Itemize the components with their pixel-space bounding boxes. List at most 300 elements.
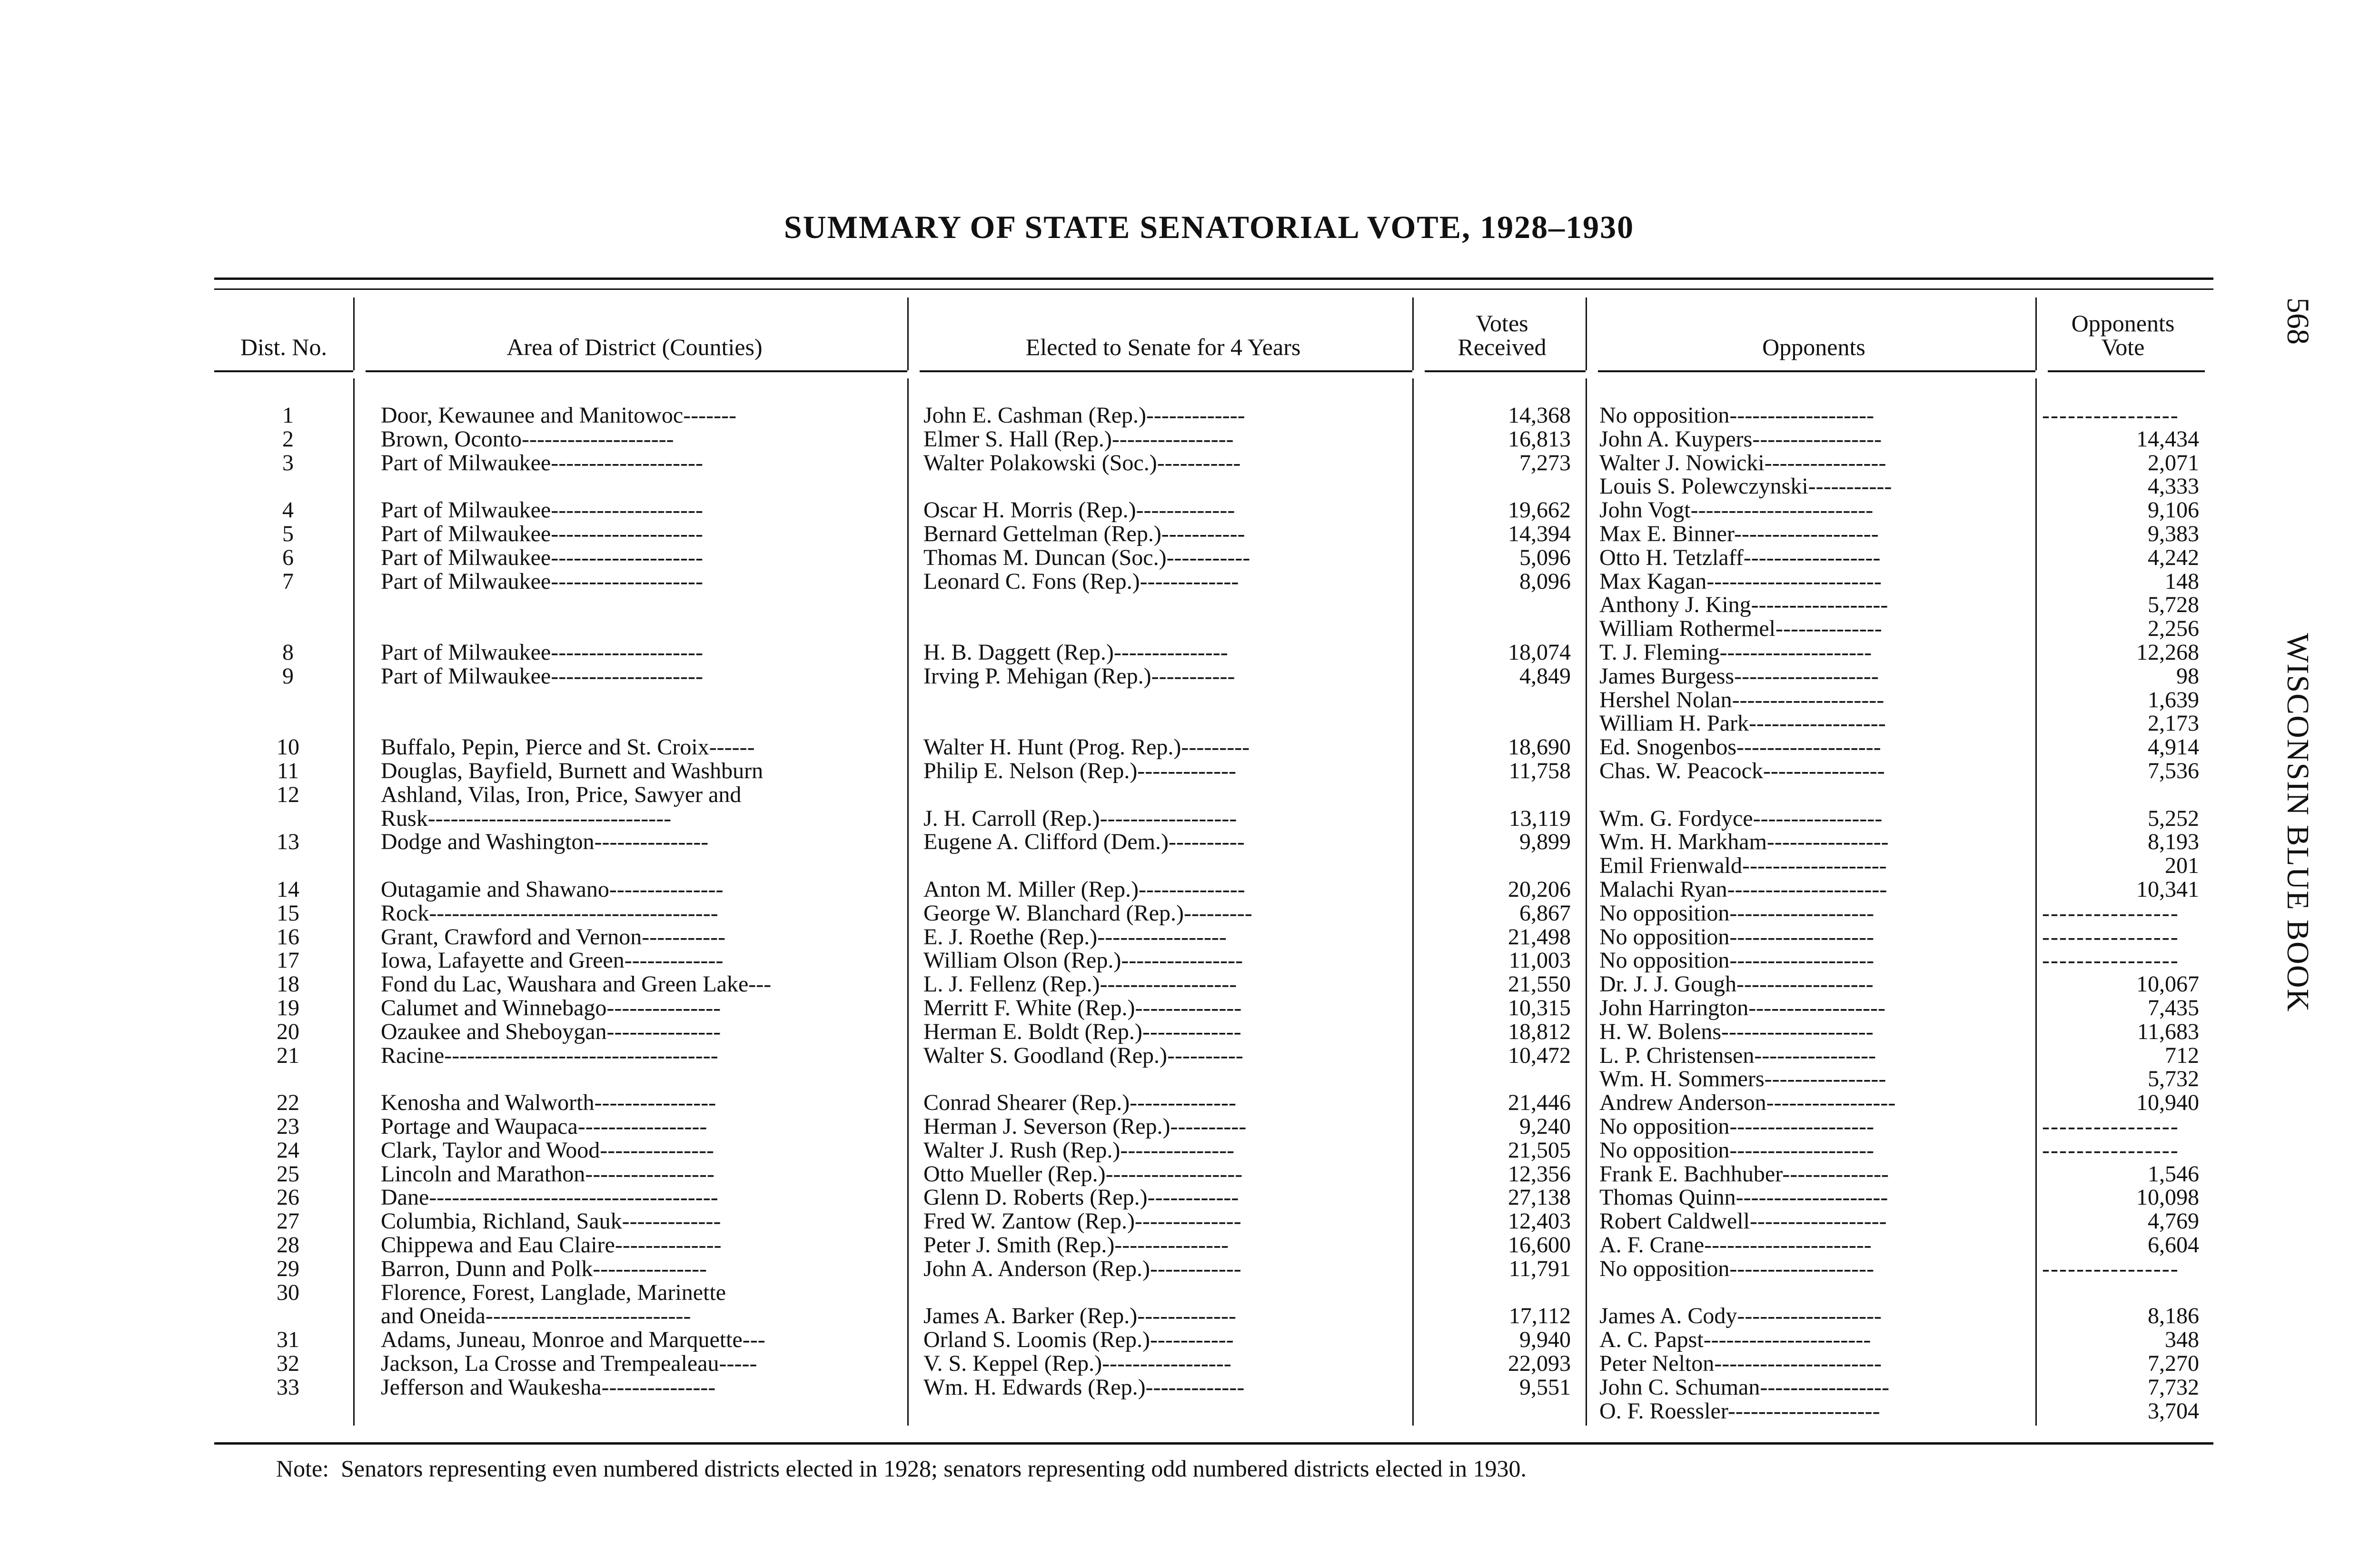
opponent-vote: 98: [2176, 664, 2199, 688]
votes-received: 9,940: [1519, 1328, 1571, 1352]
opponent-vote: 3,704: [2148, 1399, 2199, 1423]
district-number: 25: [277, 1162, 299, 1186]
opponent-name: Robert Caldwell------------------: [1599, 1209, 1887, 1234]
votes-received: 14,394: [1508, 522, 1571, 546]
opponent-name: No opposition-------------------: [1599, 1257, 1874, 1281]
opponent-vote: 6,604: [2148, 1233, 2199, 1257]
votes-received: 21,498: [1508, 925, 1571, 949]
opponent-vote: 7,536: [2148, 759, 2199, 783]
district-number: 5: [282, 522, 294, 546]
header-underline: [366, 370, 907, 372]
elected-senator: George W. Blanchard (Rep.)---------: [923, 901, 1252, 925]
district-area: [381, 688, 904, 712]
votes-received: 4,849: [1519, 664, 1571, 688]
col-rule: [353, 297, 355, 370]
opponent-vote: ----------------: [2042, 949, 2179, 973]
votes-received: 9,240: [1519, 1115, 1571, 1139]
table-bottom-rule: [214, 1442, 2213, 1445]
district-area: Part of Milwaukee--------------------: [381, 451, 703, 475]
votes-received: 9,899: [1519, 830, 1571, 854]
opponent-vote: 5,732: [2148, 1067, 2199, 1091]
opponent-vote: ----------------: [2042, 901, 2179, 925]
votes-received: 16,813: [1508, 427, 1571, 451]
opponent-vote: 1,546: [2148, 1162, 2199, 1186]
district-number: 23: [277, 1115, 299, 1139]
opponent-vote: 8,186: [2148, 1304, 2199, 1328]
table-row: [0, 1376, 2380, 1399]
table-row: [0, 712, 2380, 735]
district-area: Clark, Taylor and Wood---------------: [381, 1138, 714, 1162]
elected-senator: Otto Mueller (Rep.)------------------: [923, 1162, 1243, 1186]
elected-senator: [923, 593, 1409, 617]
district-area: Rock--------------------------------------: [381, 901, 718, 925]
district-area: Part of Milwaukee--------------------: [381, 545, 703, 570]
elected-senator: Herman E. Boldt (Rep.)-------------: [923, 1020, 1241, 1044]
district-number: 18: [277, 972, 299, 997]
district-number: 21: [277, 1043, 299, 1068]
opponent-name: O. F. Roessler--------------------: [1599, 1399, 1880, 1423]
elected-senator: Glenn D. Roberts (Rep.)------------: [923, 1186, 1239, 1210]
header-underline: [1425, 370, 1586, 372]
district-area: Racine------------------------------------: [381, 1043, 718, 1068]
table-row: [0, 688, 2380, 712]
header-opp-vote-line2: Vote: [2101, 334, 2145, 360]
header-opponents: Opponents: [1762, 334, 1865, 360]
district-number: [214, 807, 362, 831]
opponent-name: Dr. J. J. Gough------------------: [1599, 972, 1874, 997]
footnote: [276, 1455, 1527, 1482]
table-row: [0, 546, 2380, 570]
votes-received: 12,403: [1508, 1209, 1571, 1234]
district-number: 12: [277, 783, 299, 807]
votes-received: 18,812: [1508, 1020, 1571, 1044]
elected-senator: [923, 783, 1409, 807]
district-area: Jackson, La Crosse and Trempealeau-----: [381, 1352, 757, 1376]
opponent-vote: ----------------: [2042, 925, 2179, 949]
table-row: [0, 735, 2380, 759]
votes-received: 17,112: [1508, 1304, 1571, 1328]
elected-senator: Peter J. Smith (Rep.)---------------: [923, 1233, 1229, 1257]
elected-senator: J. H. Carroll (Rep.)------------------: [923, 806, 1237, 831]
header-elected: Elected to Senate for 4 Years: [1025, 334, 1301, 360]
table-row: [0, 878, 2380, 902]
opponent-name: James A. Cody-------------------: [1599, 1304, 1882, 1328]
votes-received: 9,551: [1519, 1375, 1571, 1399]
table-row: [0, 1020, 2380, 1044]
table-row: [0, 1399, 2380, 1423]
district-area: [381, 712, 904, 735]
votes-received: [1414, 783, 1571, 807]
district-number: 13: [277, 830, 299, 854]
header-dist-no: Dist. No.: [240, 334, 327, 360]
votes-received: [1414, 712, 1571, 735]
table-row: [0, 570, 2380, 594]
district-number: 32: [277, 1352, 299, 1376]
elected-senator: H. B. Daggett (Rep.)---------------: [923, 641, 1228, 664]
footnote-text: Senators representing even numbered districts elected in 1928; senators representing odd numbered districts elected in 1930.: [341, 1455, 1527, 1482]
elected-senator: V. S. Keppel (Rep.)-----------------: [923, 1352, 1231, 1376]
book-name: WISCONSIN BLUE BOOK: [2281, 633, 2315, 1012]
district-number: [214, 1304, 362, 1328]
table-row: [0, 830, 2380, 854]
votes-received: 21,505: [1508, 1138, 1571, 1162]
district-number: 26: [277, 1186, 299, 1210]
opponent-name: No opposition-------------------: [1599, 1115, 1874, 1139]
district-area: [381, 475, 904, 498]
opponent-name: A. C. Papst----------------------: [1599, 1328, 1871, 1352]
opponent-vote: 12,268: [2136, 641, 2199, 664]
opponent-name: Thomas Quinn--------------------: [1599, 1186, 1888, 1210]
votes-received: 20,206: [1508, 878, 1571, 902]
district-area: [381, 593, 904, 617]
district-number: 20: [277, 1020, 299, 1044]
opponent-name: T. J. Fleming--------------------: [1599, 641, 1872, 664]
opponent-name: John Harrington------------------: [1599, 996, 1886, 1020]
district-area: Iowa, Lafayette and Green-------------: [381, 949, 724, 973]
votes-received: 21,550: [1508, 972, 1571, 997]
district-area: Jefferson and Waukesha---------------: [381, 1375, 716, 1399]
district-area: Rusk--------------------------------: [381, 806, 672, 831]
votes-received: 8,096: [1519, 569, 1571, 594]
col-rule: [1586, 297, 1587, 370]
opponent-vote: ----------------: [2042, 1138, 2179, 1162]
opponent-name: Frank E. Bachhuber--------------: [1599, 1162, 1889, 1186]
votes-received: 21,446: [1508, 1091, 1571, 1115]
elected-senator: Irving P. Mehigan (Rep.)-----------: [923, 664, 1235, 688]
district-number: 14: [277, 878, 299, 902]
col-rule: [2035, 297, 2037, 370]
table-row: [0, 1044, 2380, 1068]
elected-senator: Thomas M. Duncan (Soc.)-----------: [923, 545, 1250, 570]
opponent-name: No opposition-------------------: [1599, 925, 1874, 949]
table-row: [0, 759, 2380, 783]
opponent-name: Otto H. Tetzlaff------------------: [1599, 545, 1881, 570]
votes-received: [1414, 1067, 1571, 1091]
votes-received: 11,791: [1508, 1257, 1571, 1281]
district-number: 8: [282, 641, 294, 664]
district-number: 3: [282, 451, 294, 475]
votes-received: 18,074: [1508, 641, 1571, 664]
district-number: 1: [282, 404, 294, 427]
district-number: [214, 1399, 362, 1423]
district-area: Kenosha and Walworth----------------: [381, 1091, 716, 1115]
opponent-vote: 10,067: [2136, 972, 2199, 997]
table-row: [0, 404, 2380, 427]
elected-senator: Leonard C. Fons (Rep.)-------------: [923, 569, 1239, 594]
header-area: Area of District (Counties): [506, 334, 763, 360]
district-number: [214, 688, 362, 712]
district-area: [381, 617, 904, 641]
district-area: Buffalo, Pepin, Pierce and St. Croix------: [381, 735, 755, 760]
col-rule: [1412, 297, 1414, 370]
table-row: [0, 1115, 2380, 1139]
table-row: [0, 1091, 2380, 1115]
district-number: 16: [277, 925, 299, 949]
district-area: Columbia, Richland, Sauk-------------: [381, 1209, 721, 1234]
table-row: [0, 1352, 2380, 1376]
opponent-vote: 201: [2165, 854, 2199, 878]
table-row: [0, 641, 2380, 664]
opponent-name: Hershel Nolan--------------------: [1599, 688, 1884, 712]
table-row: [0, 664, 2380, 688]
table-row: [0, 427, 2380, 451]
opponent-vote: 7,732: [2148, 1375, 2199, 1399]
district-area: Lincoln and Marathon-----------------: [381, 1162, 714, 1186]
votes-received: 27,138: [1508, 1186, 1571, 1210]
votes-received: 11,758: [1508, 759, 1571, 783]
district-number: 7: [282, 569, 294, 594]
district-area: Dane--------------------------------------: [381, 1186, 718, 1210]
opponent-vote: 4,242: [2148, 545, 2199, 570]
elected-senator: Orland S. Loomis (Rep.)-----------: [923, 1328, 1234, 1352]
elected-senator: Oscar H. Morris (Rep.)-------------: [923, 498, 1235, 523]
opponent-name: Peter Nelton----------------------: [1599, 1352, 1882, 1376]
table-row: [0, 1304, 2380, 1328]
district-number: 11: [277, 759, 299, 783]
opponent-vote: 2,256: [2148, 617, 2199, 641]
district-area: Outagamie and Shawano---------------: [381, 878, 724, 902]
votes-received: 6,867: [1519, 901, 1571, 925]
table-row: [0, 1186, 2380, 1209]
table-row: [0, 1067, 2380, 1091]
votes-received: 12,356: [1508, 1162, 1571, 1186]
votes-received: [1414, 688, 1571, 712]
table-row: [0, 1139, 2380, 1162]
footnote-label: Note:: [276, 1455, 329, 1482]
district-number: 31: [277, 1328, 299, 1352]
opponent-name: No opposition-------------------: [1599, 1138, 1874, 1162]
opponent-vote: 148: [2165, 569, 2199, 594]
district-number: 9: [282, 664, 294, 688]
elected-senator: [923, 1399, 1409, 1423]
elected-senator: [923, 688, 1409, 712]
district-area: Part of Milwaukee--------------------: [381, 522, 703, 546]
district-number: 6: [282, 545, 294, 570]
table-row: [0, 617, 2380, 641]
opponent-vote: 10,940: [2136, 1091, 2199, 1115]
votes-received: [1414, 593, 1571, 617]
district-area: [381, 1399, 904, 1423]
opponent-name: Anthony J. King------------------: [1599, 593, 1888, 617]
district-area: Door, Kewaunee and Manitowoc-------: [381, 404, 737, 427]
table-row: [0, 1328, 2380, 1352]
district-number: 29: [277, 1257, 299, 1281]
opponent-vote: 10,341: [2136, 878, 2199, 902]
opponent-vote: 8,193: [2148, 830, 2199, 854]
elected-senator: [923, 617, 1409, 641]
district-area: Chippewa and Eau Claire--------------: [381, 1233, 722, 1257]
table-row: [0, 593, 2380, 617]
district-number: 22: [277, 1091, 299, 1115]
votes-received: 13,119: [1508, 806, 1571, 831]
opponent-name: Andrew Anderson-----------------: [1599, 1091, 1896, 1115]
opponent-name: Chas. W. Peacock----------------: [1599, 759, 1885, 783]
district-area: Part of Milwaukee--------------------: [381, 569, 703, 594]
district-number: 30: [277, 1280, 299, 1305]
opponent-name: No opposition-------------------: [1599, 901, 1874, 925]
votes-received: [1414, 617, 1571, 641]
votes-received: [1414, 854, 1571, 878]
district-area: [381, 1067, 904, 1091]
elected-senator: Walter H. Hunt (Prog. Rep.)---------: [923, 735, 1250, 760]
opponent-name: Wm. H. Sommers----------------: [1599, 1067, 1886, 1091]
table-row: [0, 1281, 2380, 1305]
opponent-vote: 2,173: [2148, 712, 2199, 736]
district-area: Part of Milwaukee--------------------: [381, 641, 703, 664]
table-row: [0, 807, 2380, 831]
elected-senator: Walter J. Rush (Rep.)---------------: [923, 1138, 1235, 1162]
elected-senator: Herman J. Severson (Rep.)----------: [923, 1115, 1247, 1139]
district-area: Brown, Oconto--------------------: [381, 427, 674, 451]
votes-received: 11,003: [1508, 949, 1571, 973]
elected-senator: Eugene A. Clifford (Dem.)----------: [923, 830, 1245, 854]
header-underline: [2048, 370, 2205, 372]
district-number: 15: [277, 901, 299, 925]
district-area: Fond du Lac, Waushara and Green Lake---: [381, 972, 772, 997]
elected-senator: Conrad Shearer (Rep.)--------------: [923, 1091, 1236, 1115]
header-underline: [1598, 370, 2035, 372]
elected-senator: Anton M. Miller (Rep.)--------------: [923, 878, 1245, 902]
opponent-name: Walter J. Nowicki----------------: [1599, 451, 1886, 475]
district-area: Portage and Waupaca-----------------: [381, 1115, 707, 1139]
opponent-name: [1599, 783, 2028, 807]
opponent-vote: 4,769: [2148, 1209, 2199, 1234]
district-number: 27: [277, 1209, 299, 1234]
table-row: [0, 498, 2380, 522]
opponent-name: John A. Kuypers-----------------: [1599, 427, 1882, 451]
votes-received: 22,093: [1508, 1352, 1571, 1376]
opponent-vote: [2042, 783, 2199, 807]
opponent-name: Wm. H. Markham----------------: [1599, 830, 1889, 854]
page-number: 568: [2281, 297, 2315, 345]
votes-received: 18,690: [1508, 735, 1571, 760]
votes-received: 5,096: [1519, 545, 1571, 570]
opponent-name: Malachi Ryan---------------------: [1599, 878, 1887, 902]
opponent-name: John Vogt------------------------: [1599, 498, 1874, 523]
table-row: [0, 972, 2380, 996]
opponent-name: Ed. Snogenbos-------------------: [1599, 735, 1881, 760]
district-number: 4: [282, 498, 294, 523]
opponent-vote: 1,639: [2148, 688, 2199, 712]
district-number: [214, 712, 362, 735]
elected-senator: Elmer S. Hall (Rep.)----------------: [923, 427, 1234, 451]
district-number: 17: [277, 949, 299, 973]
district-number: [214, 475, 362, 498]
table-row: [0, 996, 2380, 1020]
votes-received: 10,315: [1508, 996, 1571, 1020]
elected-senator: E. J. Roethe (Rep.)-----------------: [923, 925, 1227, 949]
votes-received: 7,273: [1519, 451, 1571, 475]
table-top-double-rule: [214, 277, 2213, 290]
district-number: [214, 854, 362, 878]
district-number: [214, 617, 362, 641]
table-row: [0, 925, 2380, 949]
opponent-vote: 11,683: [2137, 1020, 2199, 1044]
header-votes-line1: Votes: [1476, 310, 1528, 337]
district-area: Grant, Crawford and Vernon-----------: [381, 925, 726, 949]
opponent-vote: [2042, 1281, 2199, 1305]
page-title: SUMMARY OF STATE SENATORIAL VOTE, 1928–1930: [783, 209, 1635, 245]
table-row: [0, 902, 2380, 925]
opponent-vote: 5,728: [2148, 593, 2199, 617]
opponent-vote: 7,270: [2148, 1352, 2199, 1376]
district-area: [381, 854, 904, 878]
table-row: [0, 522, 2380, 546]
opponent-vote: 712: [2165, 1043, 2199, 1068]
col-rule: [907, 297, 909, 370]
votes-received: 14,368: [1508, 404, 1571, 427]
opponent-vote: 4,333: [2148, 475, 2199, 499]
opponent-name: L. P. Christensen----------------: [1599, 1043, 1876, 1068]
district-number: [214, 593, 362, 617]
votes-received: 16,600: [1508, 1233, 1571, 1257]
district-number: 19: [277, 996, 299, 1020]
district-area: Calumet and Winnebago---------------: [381, 996, 721, 1020]
opponent-vote: ----------------: [2042, 1257, 2179, 1281]
votes-received: [1414, 1399, 1571, 1423]
elected-senator: William Olson (Rep.)----------------: [923, 949, 1243, 973]
district-area: Barron, Dunn and Polk---------------: [381, 1257, 707, 1281]
district-number: 10: [277, 735, 299, 760]
table-row: [0, 854, 2380, 878]
district-area: Dodge and Washington---------------: [381, 830, 709, 854]
elected-senator: [923, 854, 1409, 878]
elected-senator: [923, 1281, 1409, 1305]
opponent-vote: 2,071: [2148, 451, 2199, 475]
table-row: [0, 783, 2380, 807]
opponent-name: John C. Schuman-----------------: [1599, 1375, 1890, 1399]
header-underline: [214, 370, 353, 372]
district-number: [214, 1067, 362, 1091]
district-number: 24: [277, 1138, 299, 1162]
elected-senator: Fred W. Zantow (Rep.)--------------: [923, 1209, 1241, 1234]
table-row: [0, 1233, 2380, 1257]
elected-senator: Merritt F. White (Rep.)--------------: [923, 996, 1242, 1020]
district-number: 33: [277, 1375, 299, 1399]
district-area: Part of Milwaukee--------------------: [381, 498, 703, 523]
district-area: Part of Milwaukee--------------------: [381, 664, 703, 688]
header-opp-vote-line1: Opponents: [2071, 310, 2175, 337]
opponent-name: A. F. Crane----------------------: [1599, 1233, 1872, 1257]
opponent-name: Max E. Binner-------------------: [1599, 522, 1879, 546]
district-number: 2: [282, 427, 294, 451]
district-area: Florence, Forest, Langlade, Marinette: [381, 1280, 726, 1305]
opponent-name: William Rothermel--------------: [1599, 617, 1882, 641]
elected-senator: Philip E. Nelson (Rep.)-------------: [923, 759, 1237, 783]
table-row: [0, 1162, 2380, 1186]
opponent-name: James Burgess-------------------: [1599, 664, 1879, 688]
district-area: Adams, Juneau, Monroe and Marquette---: [381, 1328, 765, 1352]
header-underline: [920, 370, 1412, 372]
district-area: Ozaukee and Sheboygan---------------: [381, 1020, 721, 1044]
opponent-vote: ----------------: [2042, 1115, 2179, 1139]
opponent-name: Louis S. Polewczynski-----------: [1599, 475, 1892, 499]
opponent-name: Wm. G. Fordyce-----------------: [1599, 806, 1883, 831]
opponent-name: [1599, 1281, 2028, 1305]
opponent-vote: 9,106: [2148, 498, 2199, 523]
votes-received: 19,662: [1508, 498, 1571, 523]
opponent-name: No opposition-------------------: [1599, 949, 1874, 973]
table-row: [0, 1209, 2380, 1233]
elected-senator: [923, 475, 1409, 498]
elected-senator: Wm. H. Edwards (Rep.)-------------: [923, 1375, 1245, 1399]
district-number: 28: [277, 1233, 299, 1257]
table-row: [0, 949, 2380, 972]
district-area: Douglas, Bayfield, Burnett and Washburn: [381, 759, 764, 783]
table-row: [0, 1257, 2380, 1281]
opponent-vote: 14,434: [2136, 427, 2199, 451]
opponent-vote: 9,383: [2148, 522, 2199, 546]
